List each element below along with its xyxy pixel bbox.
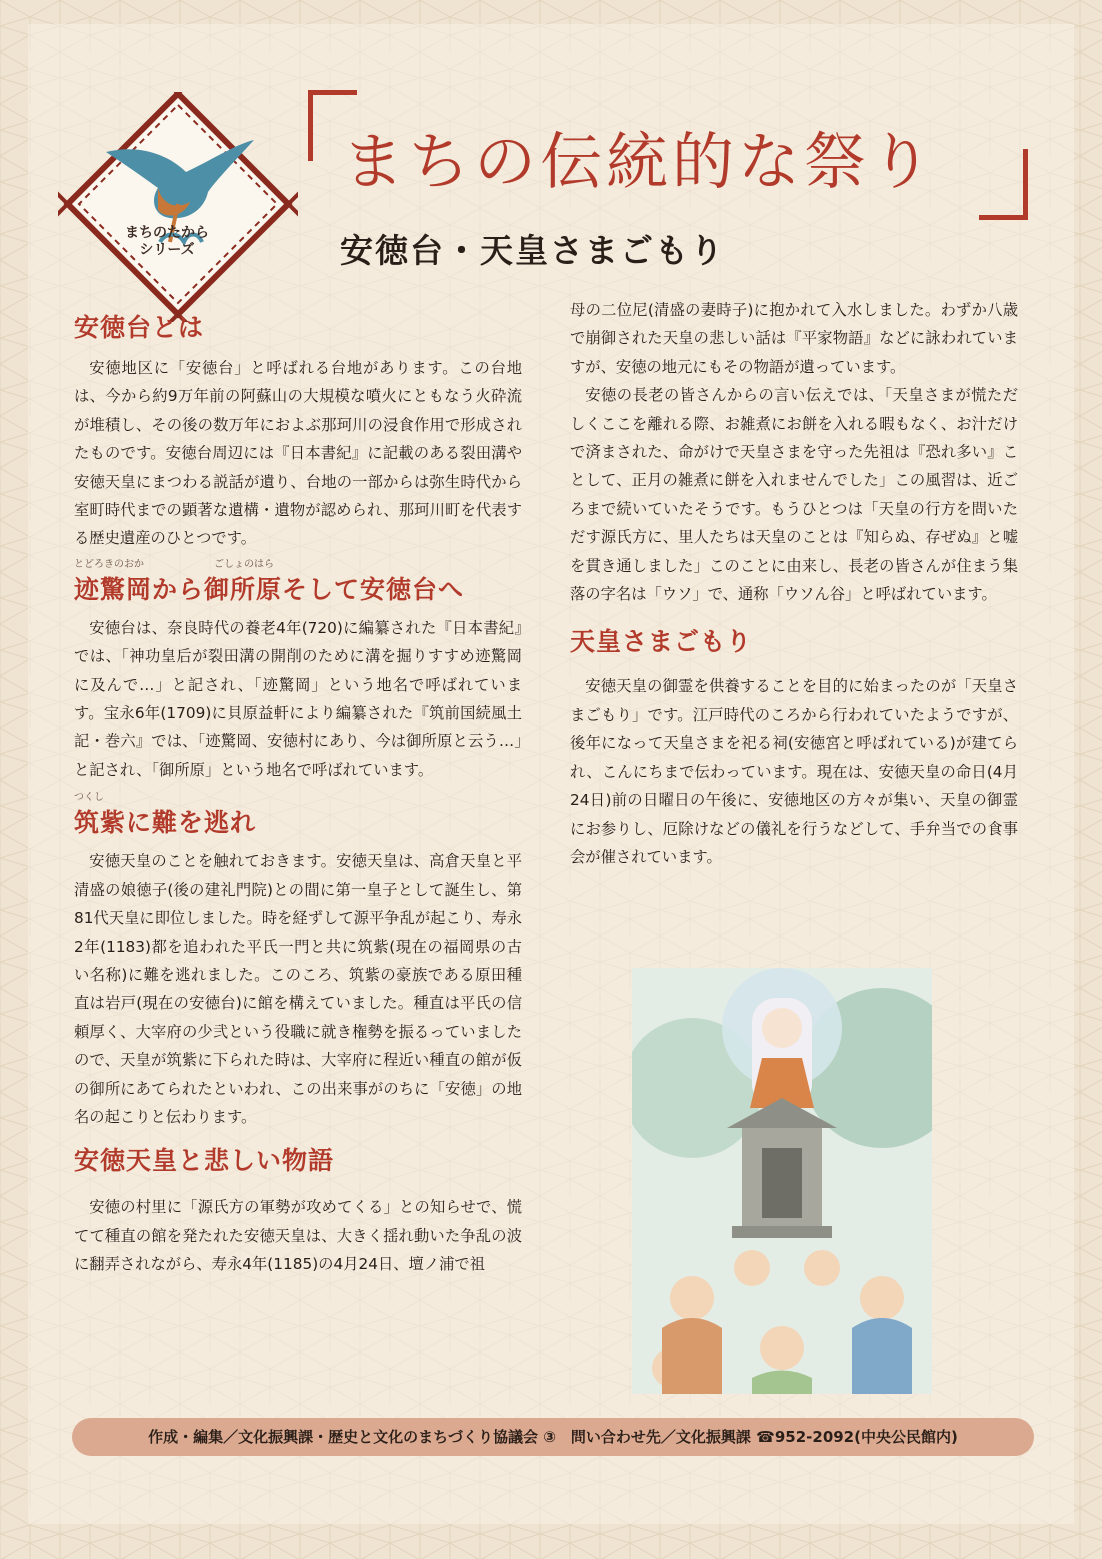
festival-illustration: [632, 968, 932, 1394]
section-ruby-tsukushi: つくし: [74, 792, 104, 804]
section-body-sad-story-cont: 母の二位尼(清盛の妻時子)に抱かれて入水しました。わずか八歳で崩御された天皇の悲しい話は『平家物語』などに詠われていますが、安徳の地元にもその物語が遺っています。: [570, 301, 1018, 376]
section-body-legend: 安徳の長老の皆さんからの言い伝えでは、「天皇さまが慌ただしくここを離れる際、お雑煮にお餅を入れる暇もなく、お汁だけで済まされた、命がけで天皇さまを守った先祖は『恐れ多い』ことして、正月の雑煮に餅を入れませんでした」この風習は、近ごろまで続いていたそうです。もうひとつは「天皇の行方を問いただす源氏方に、里人たちは天皇のことは『知らぬ、存ぜぬ』と嘘を貫き通しました」このことに由来し、長老の皆さんが住まう集落の字名は「ウソ」で、通称「ウソん谷」と呼ばれています。: [570, 386, 1018, 604]
section-heading-todorokinooka: 迹驚岡から御所原そして安徳台へ: [74, 574, 465, 604]
title-bracket-close: [979, 149, 1028, 220]
section-body-antokudai: 安徳地区に「安徳台」と呼ばれる台地があります。この台地は、今から約9万年前の阿蘇山の大規模な噴火にともなう火砕流が堆積し、その後の数万年におよぶ那珂川の浸食作用で形成されたものです。安徳台周辺には『日本書紀』に記載のある裂田溝や安徳天皇にまつわる説話が遺り、台地の一部からは弥生時代から室町時代までの顕著な遺構・遺物が認められ、那珂川町を代表する歴史遺産のひとつです。: [74, 359, 522, 548]
section-body-tenno-samagomori: 安徳天皇の御霊を供養することを目的に始まったのが「天皇さまごもり」です。江戸時代のころから行われていたようですが、後年になって天皇さまを祀る祠(安徳宮と呼ばれている)が建てられ、こんにちまで伝わっています。現在は、安徳天皇の命日(4月24日)前の日曜日の午後に、安徳地区の方々が集い、天皇の御霊にお参りし、厄除けなどの儀礼を行うなどして、手弁当での食事会が催されています。: [570, 677, 1018, 866]
page-subtitle: 安徳台・天皇さまごもり: [340, 231, 725, 270]
section-heading-tenno-samagomori: 天皇さまごもり: [570, 627, 753, 657]
series-logo: [58, 92, 298, 322]
page-title: まちの伝統的な祭り: [342, 125, 937, 198]
section-heading-sad-story: 安徳天皇と悲しい物語: [74, 1146, 335, 1176]
section-body-tsukushi: 安徳天皇のことを触れておきます。安徳天皇は、高倉天皇と平清盛の娘徳子(後の建礼門院)との間に第一皇子として誕生し、第81代天皇に即位しました。時を経ずして源平争乱が起こり、寿永2年(1183)都を追われた平氏一門と共に筑紫(現在の福岡県の古い名称)に難を逃れました。このころ、筑紫の豪族である原田種直は岩戸(現在の安徳台)に館を構えていました。種直は平氏の信頼厚く、大宰府の少弐という役職に就き権勢を振るっていましたので、天皇が筑紫に下られた時は、大宰府に程近い種直の館が仮の御所にあてられたといわれ、この出来事がのちに「安徳」の地名の起こりと伝わります。: [74, 852, 522, 1126]
logo-line-2: シリーズ: [139, 242, 195, 258]
section-body-sad-story: 安徳の村里に「源氏方の軍勢が攻めてくる」との知らせで、慌てて種直の館を発たれた安徳天皇は、大きく揺れ動いた争乱の波に翻弄されながら、寿永4年(1185)の4月24日、壇ノ浦で祖: [74, 1198, 522, 1274]
section-body-todorokinooka: 安徳台は、奈良時代の養老4年(720)に編纂された『日本書紀』では、「神功皇后が裂田溝の開削のために溝を掘りすすめ迹驚岡に及んで…」と記され、「迹驚岡」という地名で呼ばれています。宝永6年(1709)に貝原益軒により編纂された『筑前国続風土記・巻六』では、「迹驚岡、安徳村にあり、今は御所原と云う…」と記され、「御所原」という地名で呼ばれています。: [74, 618, 522, 779]
logo-caption: [112, 225, 222, 259]
section-ruby-todorokinooka: とどろきのおか ごしょのはら: [74, 558, 274, 570]
left-column: [74, 308, 522, 1279]
footer-credits: 作成・編集／文化振興課・歴史と文化のまちづくり協議会 ③ 問い合わせ先／文化振興課 ☎952-2092(中央公民館内): [72, 1418, 1034, 1456]
page-title-block: [308, 90, 1028, 220]
right-column: [570, 296, 1018, 871]
section-heading-tsukushi: 筑紫に難を逃れ: [74, 808, 257, 838]
section-heading-antokudai: 安徳台とは: [74, 313, 205, 342]
logo-line-1: まちのたから: [125, 225, 209, 241]
